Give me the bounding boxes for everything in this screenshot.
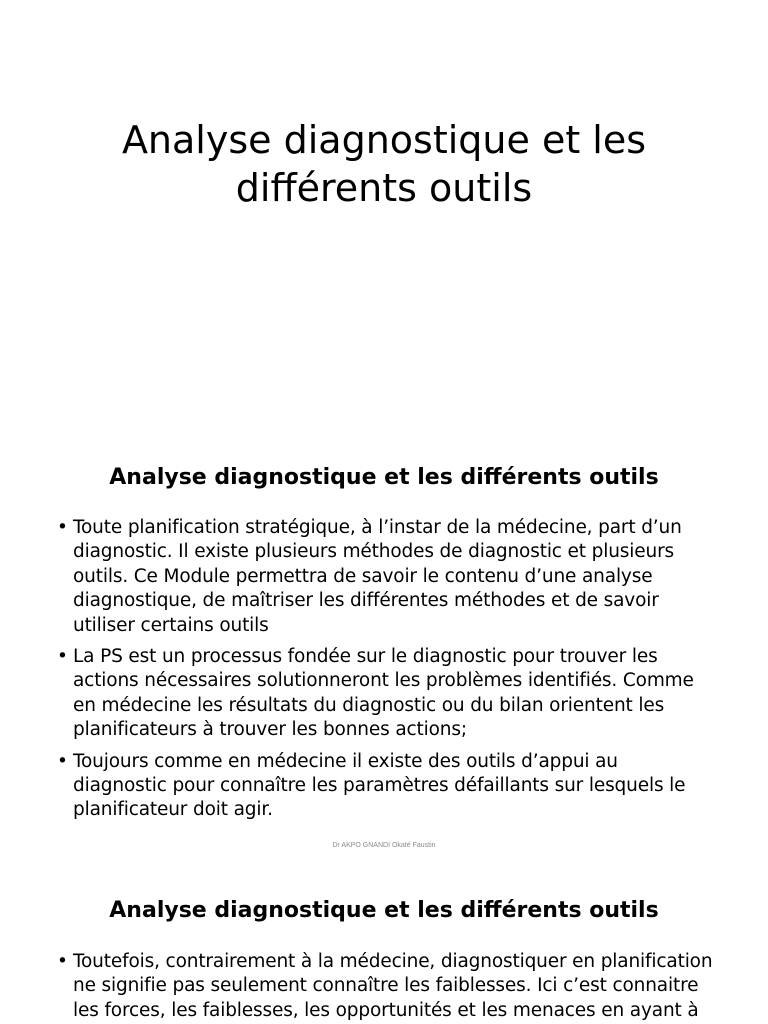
slide-content-1 <box>0 434 768 867</box>
bullet-text: Toute planification stratégique, à l’instar de la médecine, part d’un diagnostic. Il existe plusieurs méthodes de diagnostic et plusieurs outils. Ce Module permettra de savoir le contenu d’une analyse diagnostique, de maîtriser les différentes méthodes et de savoir utiliser certains outils <box>73 517 682 636</box>
slide-content-2 <box>0 867 768 1024</box>
slide-heading: Analyse diagnostique et les différents outils <box>109 898 659 923</box>
bullet-text: La PS est un processus fondée sur le diagnostic pour trouver les actions nécessaires solutionneront les problèmes identifiés. Comme en médecine les résultats du diagnostic ou du bilan orientent les planificateurs à trouver les bonnes actions; <box>73 646 694 741</box>
bullet-list <box>56 950 716 1024</box>
slide-footer: Dr AKPO GNANDI Okaté Faustin <box>332 842 436 849</box>
presentation-title <box>84 116 684 212</box>
slide-heading: Analyse diagnostique et les différents outils <box>109 465 659 490</box>
bullet-item <box>56 750 716 823</box>
bullet-item <box>56 516 716 638</box>
title-line-1: Analyse diagnostique et les <box>121 118 647 162</box>
bullet-list <box>56 516 716 830</box>
bullet-icon: • <box>57 646 68 668</box>
slide-title <box>0 0 768 434</box>
bullet-item <box>56 950 716 1023</box>
bullet-icon: • <box>57 517 68 538</box>
title-line-2: différents outils <box>235 166 533 210</box>
bullet-icon: • <box>57 750 68 772</box>
bullet-item <box>56 645 716 743</box>
bullet-icon: • <box>57 951 68 972</box>
bullet-text: Toujours comme en médecine il existe des outils d’appui au diagnostic pour connaître les paramètres défaillants sur lesquels le planificateur doit agir. <box>73 750 686 821</box>
bullet-text: Toutefois, contrairement à la médecine, diagnostiquer en planification ne signifie pas seulement connaître les faiblesses. Ici c’est connaitre les forces, les faiblesses, les opportunités et les menaces en ayant à <box>73 951 713 1021</box>
